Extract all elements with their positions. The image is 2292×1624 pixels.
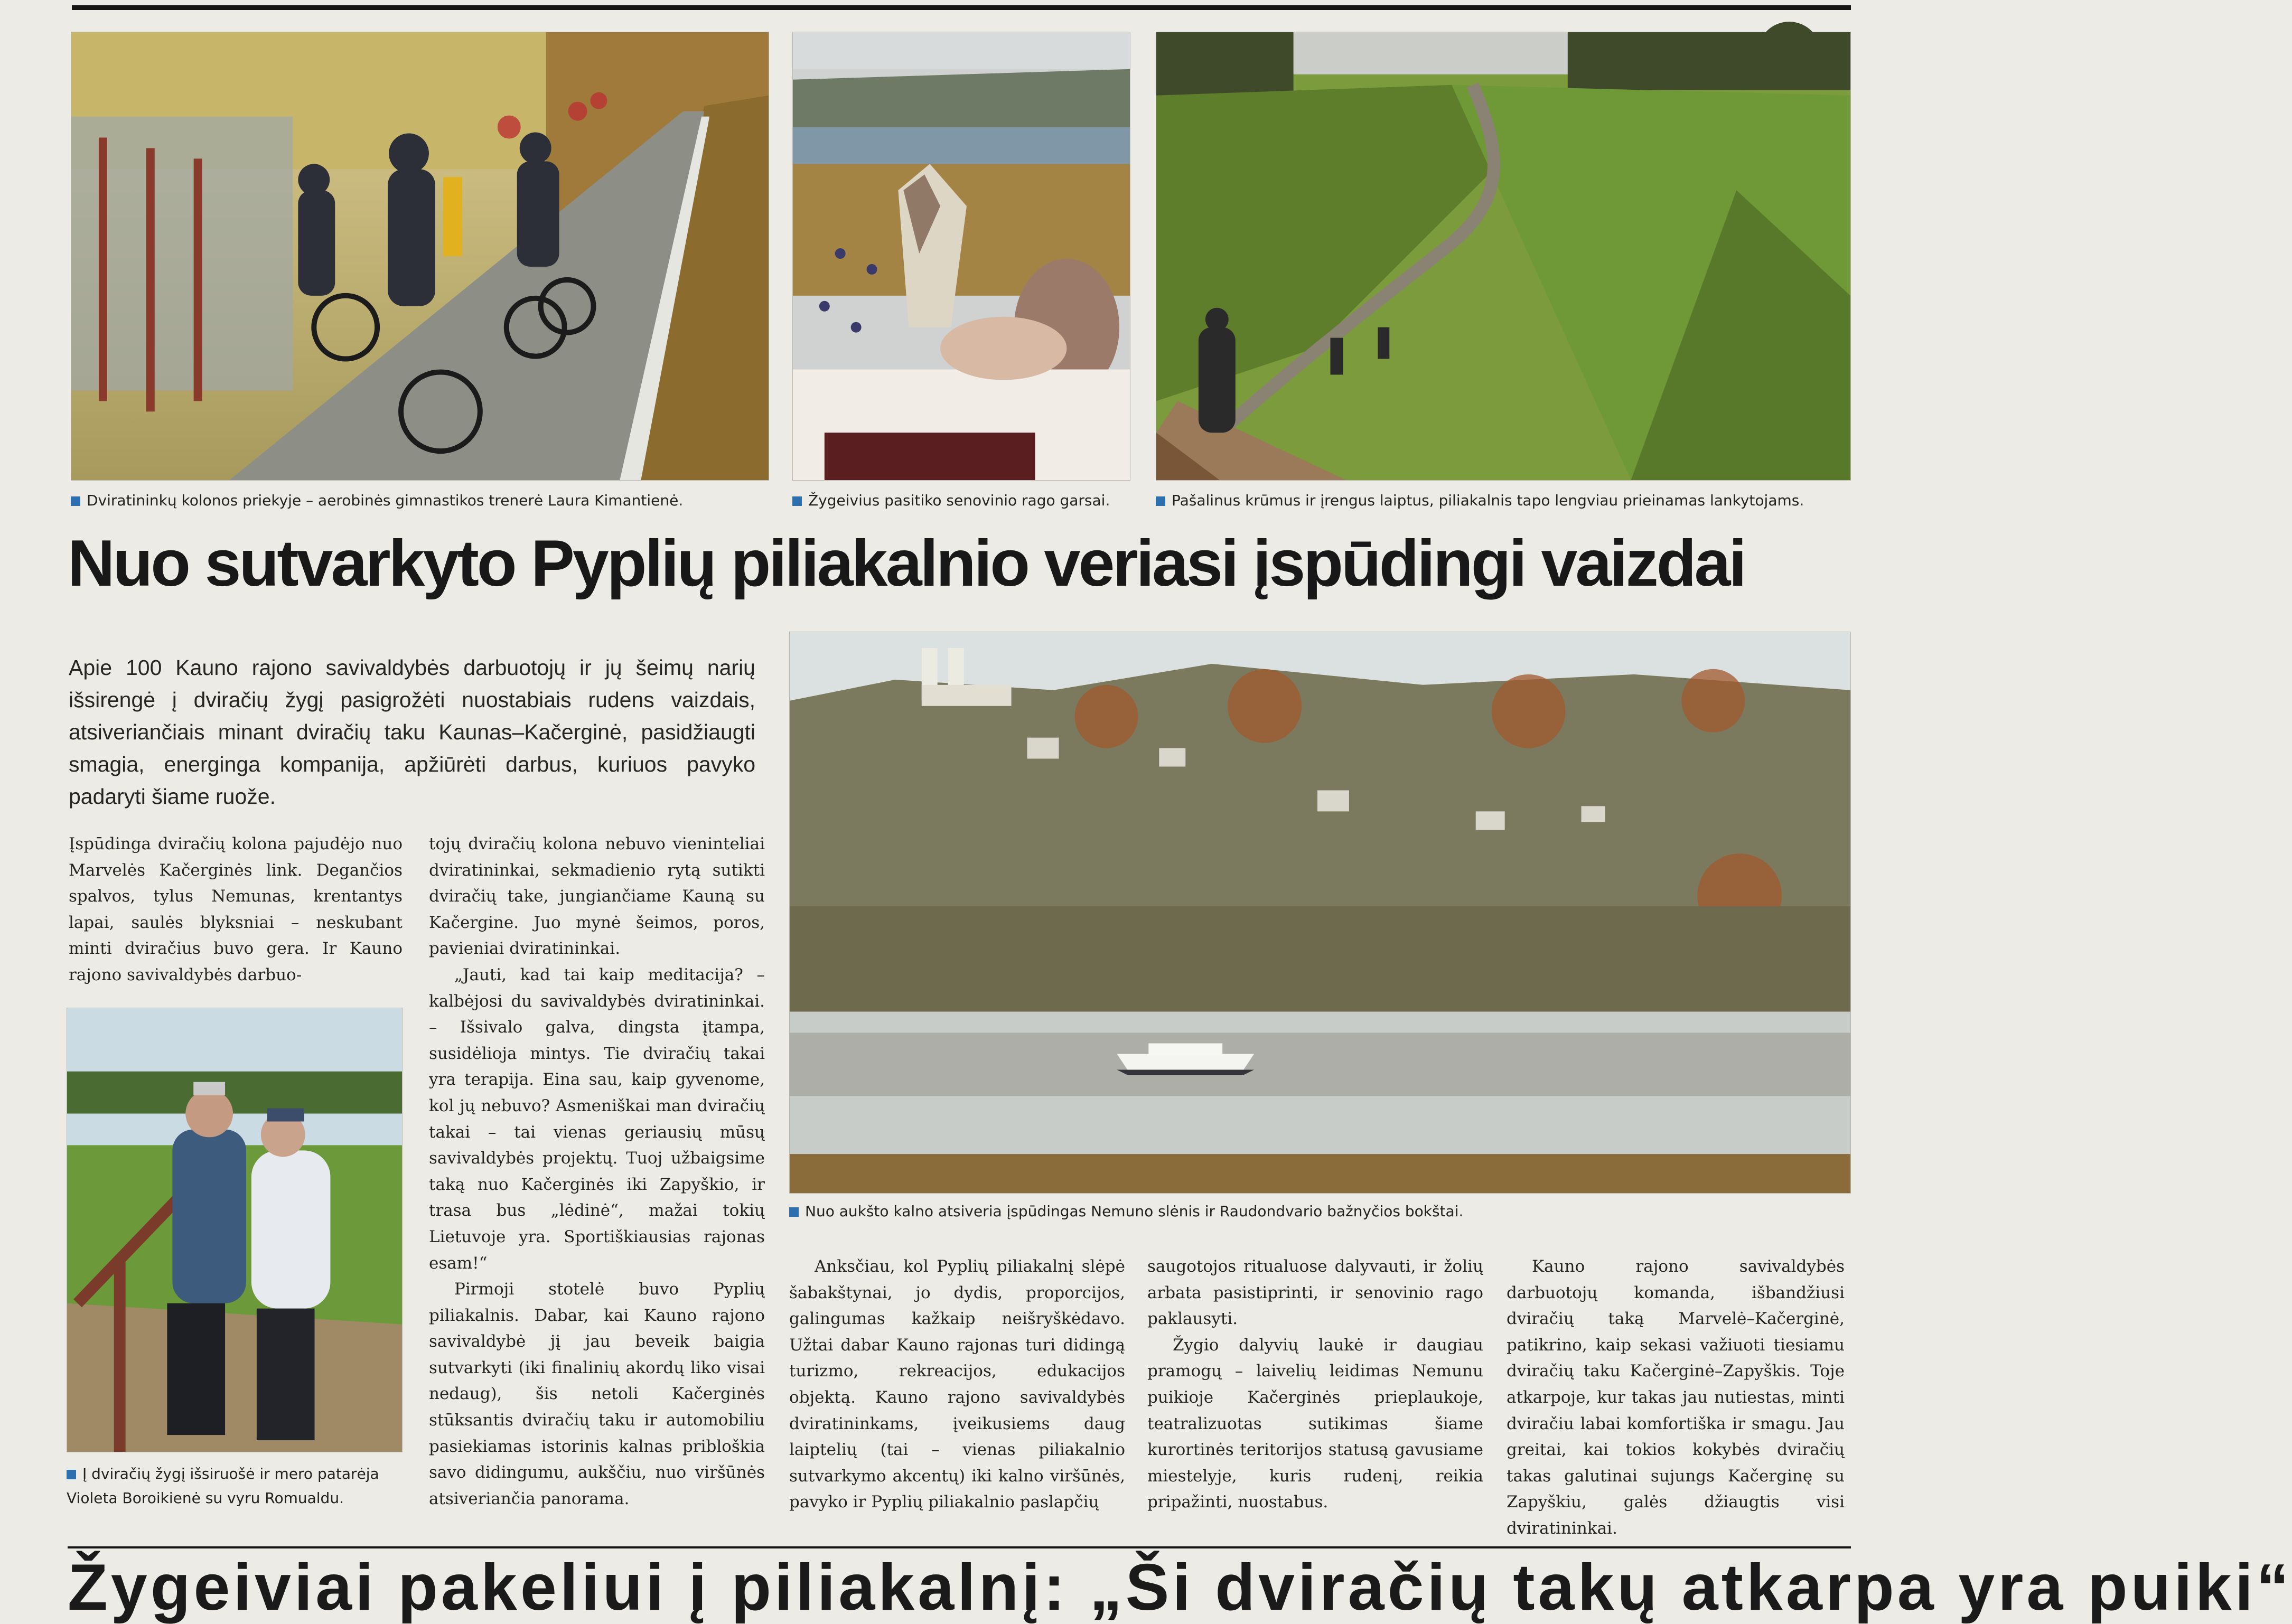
caption-marker: [789, 1207, 799, 1217]
caption-marker: [71, 496, 80, 506]
column-2-paragraph-2: „Jauti, kad tai kaip meditacija? – kalbėjosi du savivaldybės dviratininkai. – Išsivalo galva, dingsta įtampa, susidėlioja mintys. Tie dviračių takai yra terapija. Eina sau, kaip gyvenome, kol jų nebuvo? Asmeniškai man dviračių takai – tai vienas geriausių mūsų savivaldybės projektų. Tuoj užbaigsime taką nuo Kačerginės iki Zapyškio, ir trasa bus „lėdinė“, mažai tokių Lietuvoje yra. Sportiškiausias rajonas esam!“: [429, 965, 765, 1273]
article-column-2: [429, 831, 765, 1554]
column-3-paragraph: Anksčiau, kol Pyplių piliakalnį slėpė šabakštynai, jo dydis, proporcijos, galingumas kažkaip neišryškėdavo. Užtai dabar Kauno rajonas turi didingą turizmo, rekreacijos, edukacijos objektą. Kauno rajono savivaldybės dviratininkams, įveikusiems daug laiptelių (tai – vienas piliakalnio sutvarkymo akcentų) iki kalno viršūnės, pavyko ir Pyplių piliakalnio paslapčių: [789, 1257, 1125, 1512]
caption-horn: Žygeivius pasitiko senovinio rago garsai.: [792, 490, 1110, 511]
photo-cyclists: [71, 32, 769, 481]
next-article-headline: Žygeiviai pakeliui į piliakalnį: „Ši dviračių takų atkarpa yra puiki“: [68, 1551, 2292, 1624]
article-column-1: [69, 831, 403, 990]
caption-marker: [1156, 496, 1165, 506]
photo-horn: [792, 32, 1130, 481]
column-4-paragraph-2: Žygio dalyvių laukė ir daugiau pramogų – laivelių leidimas Nemunu puikioje Kačerginės prieplaukoje, teatralizuotas sutikimas šiame kurortinės teritorijos statusą gavusiame miestelyje, kuris rudenį, reikia pripažinti, nuostabus.: [1147, 1335, 1483, 1512]
column-1-paragraph: Įspūdinga dviračių kolona pajudėjo nuo Marvelės Kačerginės link. Degančios spalvos, tylus Nemunas, krentantys lapai, saulės blyksniai – neskubant minti dviračius buvo gera. Ir Kauno rajono savivaldybės darbuo-: [69, 834, 403, 984]
column-5-paragraph: Kauno rajono savivaldybės darbuotojų komanda, išbandžiusi dviračių taką Marvelė–Kačerginė, patikrino, kaip sekasi važiuoti tiesiamu dviračių taku Kačerginė–Zapyškis. Toje atkarpoje, kur takas jau nutiestas, minti dviračiu labai komfortiška ir smagu. Jau greitai, kai tokios kokybės dviračių takas galutinai sujungs Kačerginę su Zapyškiu, galės džiaugtis visi dviratininkai.: [1507, 1257, 1845, 1538]
caption-cyclists: Dviratininkų kolonos priekyje – aerobinės gimnastikos trenerė Laura Kimantienė.: [71, 490, 683, 511]
photo-river-panorama: [789, 632, 1851, 1194]
photo-couple: [67, 1008, 403, 1452]
caption-hillfort: Pašalinus krūmus ir įrengus laiptus, piliakalnis tapo lengviau prieinamas lankytojams.: [1156, 490, 1804, 511]
column-2-paragraph-3: Pirmoji stotelė buvo Pyplių piliakalnis. Dabar, kai Kauno rajono savivaldybė jį jau beveik baigia sutvarkyti (iki finalinių akordų liko visai nedaug), šis netoli Kačerginės stūksantis dviračių taku ir automobiliu pasiekiamas istorinis kalnas pribloškia savo didingumu, aukščiu, nuo viršūnės atsiveriančia panorama.: [429, 1280, 765, 1508]
caption-marker: [67, 1470, 76, 1479]
article-headline: Nuo sutvarkyto Pyplių piliakalnio veriasi įspūdingi vaizdai: [68, 527, 1745, 600]
bottom-rule: [68, 1546, 1851, 1548]
photo-hillfort: [1156, 32, 1851, 481]
article-lead: Apie 100 Kauno rajono savivaldybės darbuotojų ir jų šeimų narių išsirengė į dviračių žygį pasigrožėti nuostabiais rudens vaizdais, atsiveriančiais minant dviračių taku Kaunas–Kačerginė, pasidžiaugti smagia, energinga kompanija, apžiūrėti darbus, kuriuos pavyko padaryti šiame ruože.: [69, 655, 755, 809]
caption-river: Nuo aukšto kalno atsiveria įspūdingas Nemuno slėnis ir Raudondvario bažnyčios bokštai.: [789, 1201, 1463, 1222]
article-column-3: [789, 1254, 1125, 1555]
top-rule: [72, 5, 1851, 10]
caption-couple: Į dviračių žygį išsiruošė ir mero patarėja Violeta Boroikienė su vyru Romualdu.: [67, 1465, 379, 1507]
article-column-5: [1507, 1254, 1845, 1555]
caption-marker: [792, 496, 802, 506]
column-4-paragraph-1: saugotojos ritualuose dalyvauti, ir žolių arbata pasistiprinti, ir senovinio rago paklausyti.: [1147, 1257, 1483, 1329]
column-2-paragraph-1: tojų dviračių kolona nebuvo vienintelіai dviratininkai, sekmadienio rytą sutikti dviračių take, jungiančiame Kauną su Kačergine. Juo mynė šeimos, poros, pavieniai dviratininkai.: [429, 834, 765, 959]
article-column-4: [1147, 1254, 1483, 1555]
